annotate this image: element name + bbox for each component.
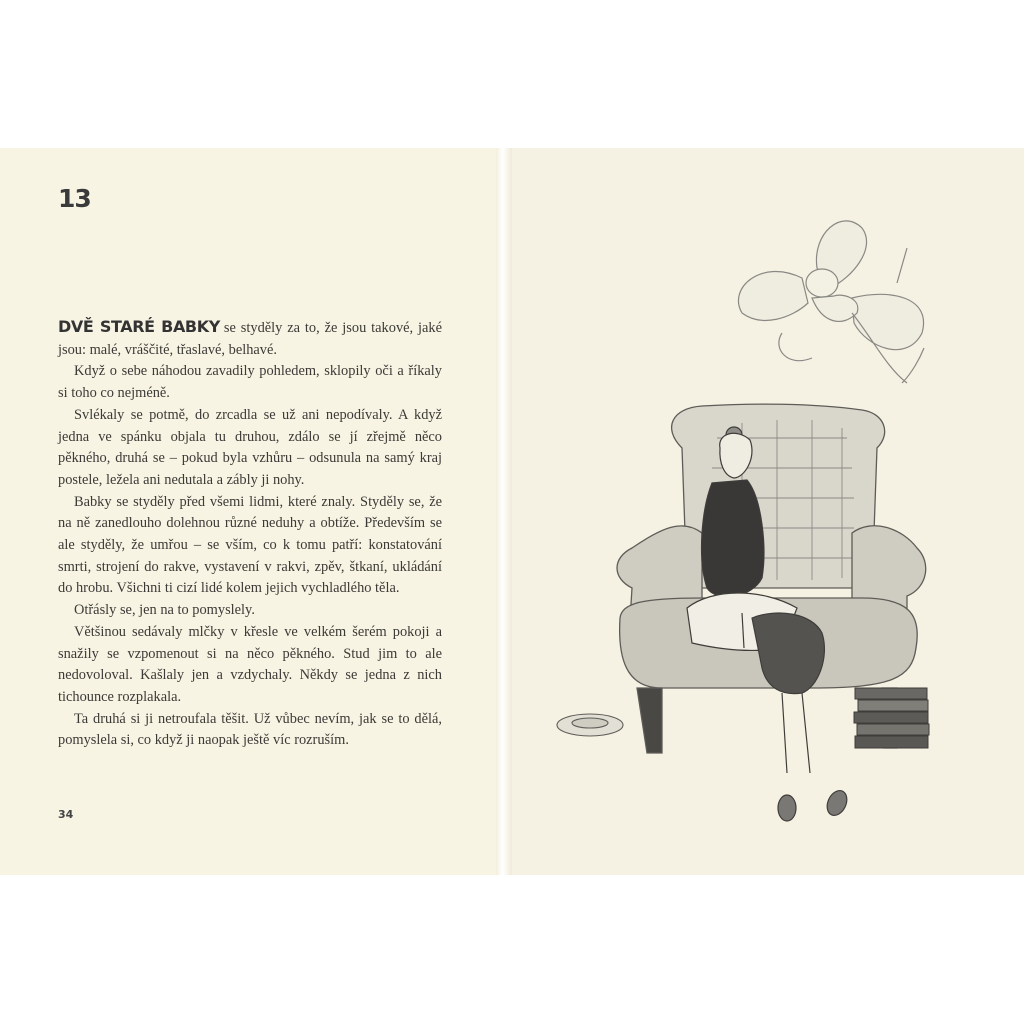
chapter-text — [58, 316, 442, 752]
book-spread — [0, 148, 1024, 875]
paragraph-1-text: se styděly za to, že jsou takové, jaké jsou: malé, vráščité, třaslavé, belhavé. — [58, 320, 442, 358]
page-number: 34 — [58, 808, 74, 821]
paragraph-4: Babky se styděly před všemi lidmi, které znaly. Styděly se, že na ně zanedlouho dolehnou různé neduhy a obtíže. Především se ale styděly, že umřou – se vším, co k tomu patří: konstatování smrti, strojení do rakve, vystavení v rakvi, zpěv, štkaní, ukládání do hrobu. Všichni ti cizí lidé kolem jejich vychladlého těla. — [58, 493, 442, 597]
book-gutter — [496, 148, 512, 875]
winged-figure — [738, 221, 924, 383]
saucer — [557, 714, 623, 736]
paragraph-7: Ta druhá si ji netroufala těšit. Už vůbec nevím, jak se to dělá, pomyslela si, co když ji naopak ještě víc rozruším. — [58, 710, 442, 749]
left-page — [0, 148, 496, 875]
paragraph-5: Otřásly se, jen na to pomyslely. — [74, 602, 255, 619]
armchair-illustration — [512, 148, 1024, 875]
chapter-lead-in: DVĚ STARÉ BABKY — [58, 317, 220, 336]
paragraph-2: Když o sebe náhodou zavadily pohledem, sklopily oči a říkaly si toho co nejméně. — [58, 363, 442, 402]
chapter-number: 13 — [58, 184, 91, 213]
paragraph-1 — [58, 316, 442, 361]
paragraph-3: Svlékaly se potmě, do zrcadla se už ani nepodívaly. A když jedna ve spánku objala tu druhou, zdálo se jí zřejmě něco pěkného, druhá se – pokud byla vzhůru – odsunula na samý kraj postele, ležela ani nedutala a zábly ji nohy. — [58, 406, 442, 488]
right-page — [512, 148, 1024, 875]
paragraph-6: Většinou sedávaly mlčky v křesle ve velkém šerém pokoji a snažily se vzpomenout si na něco pěkného. Stud jim to ale nedovoloval. Kašlaly jen a vzdychaly. Někdy se jedna z nich tichounce rozplakala. — [58, 623, 442, 705]
book-stack — [854, 688, 929, 748]
slippers — [778, 787, 851, 821]
